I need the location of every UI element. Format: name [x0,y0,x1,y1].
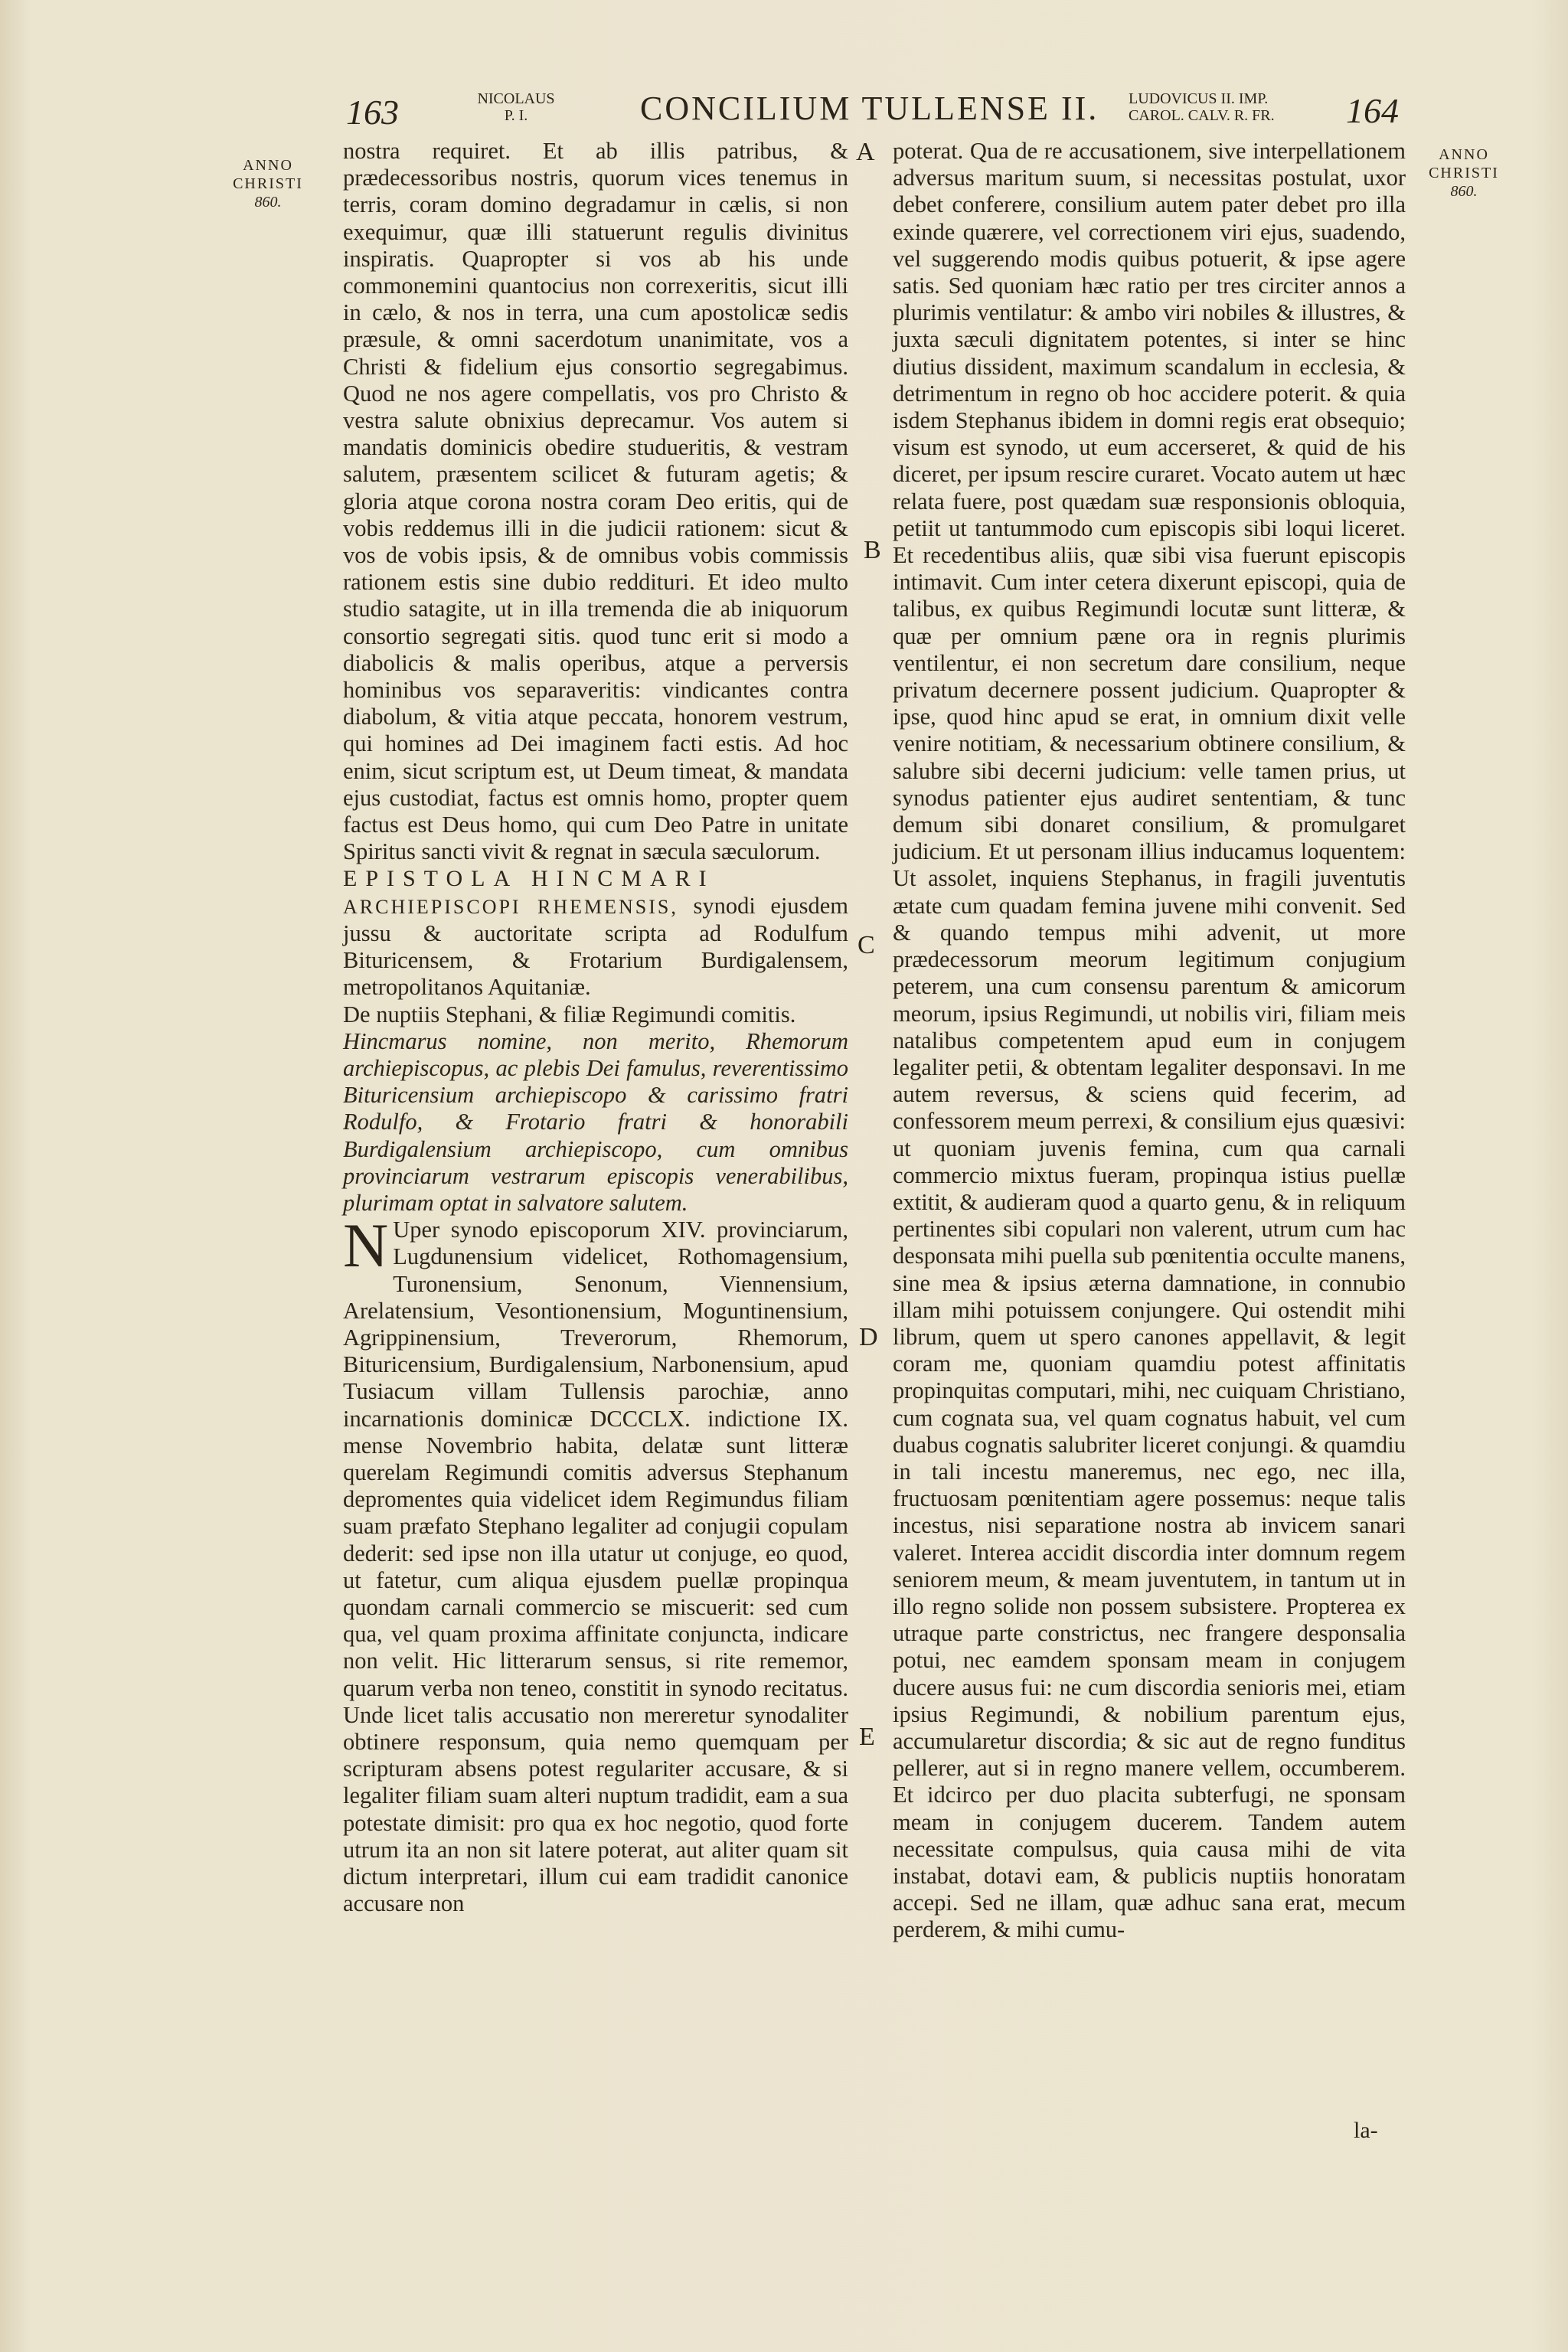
margin-year: 860. [1450,183,1478,200]
header-kings-label [1129,90,1275,124]
epistola-title: EPISTOLA HINCMARI [343,866,715,892]
header-kings-line1: LUDOVICUS II. IMP. [1129,90,1269,107]
margin-christi: CHRISTI [1429,165,1499,181]
margin-year-right [1426,145,1502,201]
page-number-left: 163 [346,93,399,132]
epistola-caps: ARCHIEPISCOPI RHEMENSIS, [343,895,678,918]
letter-body-text: Uper synodo episcoporum XIV. provinciarum, Lugdunensium videlicet, Rothomagensium, Turonensium, Senonum, Viennensium, Arelatensium, Vesontionensium, Moguntinensium, Agrippinensium, Treverorum, Rhemorum, Bituricensium, Burdigalensium, Narbonensium, apud Tusiacum villam Tullensis parochiæ, anno incarnationis dominicæ DCCCLX. indictione IX. mense Novembrio habita, delatæ sunt litteræ querelam Regimundi comitis adversus Stephanum depromentes quia videlicet idem Regimundus filiam suam præfato Stephano legaliter ad conjugii copulam dederit: sed ipse non illa utatur ut conjuge, eo quod, ut fatetur, cum aliqua ejusdem puellæ propinqua quondam carnali commercio se miscuerit: sed cum qua, vel quam proxima affinitate conjuncta, indicare non velit. Hic litterarum sensus, si rite rememor, quarum verba non teneo, constitit in synodo recitatus. Unde licet talis accusatio non mereretur synodaliter obtinere responsum, quia nemo quemquam per scripturam absens potest regulariter accusare, & si legaliter filiam suam alteri nuptum tradidit, eam a sua potestate dimisit: pro qua ex hoc negotio, quod forte utrum ita an non sit latere poterat, aut aliter quam sit dictum interpretari, illum cui eam tradidit canonice accusare non [343,1217,848,1917]
epistola-subtitle [343,893,848,1001]
section-heading: De nuptiis Stephani, & filiæ Regimundi comitis. [343,1001,796,1027]
drop-cap: N [343,1210,389,1281]
section-marker-b: B [864,536,881,564]
catchword: la- [1354,2118,1378,2143]
section-marker-e: E [859,1723,875,1751]
header-pope-line1: NICOLAUS [477,90,555,107]
left-paragraph-1: nostra requiret. Et ab illis patribus, & prædecessoribus nostris, quorum vices tenemus in terris, coram domino degradamur in cælis, si non exequimur, quæ illi statuerunt regulis divinitus inspiratis. Quapropter si vos ab his unde commonemini quantocius non correxeritis, sicut illi in cælo, & nos in terra, una cum apostolicæ sedis præsule, & omni sacerdotum unanimitate, vos a Christi & fidelium ejus consortio segregabimus. Quod ne nos agere compellatis, vos pro Christo & vestra salute obnixius deprecamur. Vos autem si mandatis dominicis obedire studueritis, & vestram salutem, præsentem scilicet & futuram agetis; & gloria atque corona nostra coram Deo eritis, qui de vobis reddemus illi in die judicii rationem: sicut & vos de vobis ipsis, & de omnibus vobis commissis rationem estis sine dubio reddituri. Et ideo multo studio satagite, ut in illa tremenda die ab iniquorum consortio segregati sitis. quod tunc erit si modo a diabolicis & malis operibus, atque a perversis hominibus vos separaveritis: vindicantes contra diabolum, & vitia atque peccata, honorem vestrum, qui homines ad Dei imaginem facti estis. Ad hoc enim, sicut scriptum est, ut Deum timeat, & mandata ejus custodiat, factus est omnis homo, propter quem factus est Deus homo, qui cum Deo Patre in unitate Spiritus sancti vivit & regnat in sæcula sæculorum. [343,138,848,865]
right-column [893,138,1406,1944]
margin-year: 860. [254,194,282,211]
header-kings-line2: CAROL. CALV. R. FR. [1129,107,1275,124]
left-column [343,138,848,1917]
section-marker-a: A [856,138,875,166]
header-pope-label [476,90,556,124]
section-marker-d: D [859,1323,878,1351]
header-pope-line2: P. I. [504,107,528,124]
running-title: CONCILIUM TULLENSE II. [640,90,1099,127]
running-header [0,86,1568,139]
epistola-rest: synodi ejusdem jussu & auctoritate scripta ad Rodulfum Bituricensem, & Frotarium Burdigalensem, metropolitanos Aquitaniæ. [343,892,848,1001]
salutation: Hincmarus nomine, non merito, Rhemorum archiepiscopus, ac plebis Dei famulus, reverentissimo Bituricensium archiepiscopo & carissimo fratri Rodulfo, & Frotario fratri & honorabili Burdigalensium archiepiscopo, cum omnibus provinciarum vestrarum episcopis venerabilibus, plurimam optat in salvatore salutem. [343,1027,848,1216]
page-number-right: 164 [1346,91,1399,130]
margin-christi: CHRISTI [233,175,303,192]
margin-anno: ANNO [1439,146,1489,163]
letter-body [343,1210,848,1917]
margin-anno: ANNO [243,157,293,174]
section-marker-c: C [858,931,875,959]
right-paragraph: poterat. Qua de re accusationem, sive interpellationem adversus maritum suum, si necessitas postulat, uxor debet conferere, consilium autem pater debet pro illa exinde quærere, vel correctionem viri ejus, suadendo, vel suggerendo modis quibus potuerit, & ipse agere satis. Sed quoniam hæc ratio per tres circiter annos a plurimis ventilatur: & ambo viri nobiles & illustres, & juxta sæculi dignitatem potentes, si inter se hinc diutius dissident, maximum scandalum in ecclesia, & detrimentum in regno ob hoc accidere poterit. & quia isdem Stephanus ibidem in domni regis erat obsequio; visum est synodo, ut eum accerseret, & quid de his diceret, per ipsum rescire curaret. Vocato autem ut hæc relata fuere, post quædam suæ responsionis obloquia, petiit ut tantummodo cum episcopis sibi loqui liceret. Et recedentibus aliis, quæ sibi visa fuerunt episcopis intimavit. Cum inter cetera dixerunt episcopi, quia de talibus, ex quibus Regimundi locutæ sunt litteræ, & quæ per omnium pæne ora in regnis plurimis ventilentur, ei non secretum dare consilium, neque privatum decernere possent judicium. Quapropter & ipse, quod hinc apud se erat, in omnium dixit velle venire notitiam, & necessarium obtinere consilium, & salubre sibi decerni judicium: velle tamen prius, ut synodus patienter ejus audiret sententiam, & tunc demum sibi donaret consilium, & promulgaret judicium. Et ut personam illius inducamus loquentem: Ut assolet, inquiens Stephanus, in fragili juventutis ætate cum quadam femina juvene mihi convenit. Sed & quando tempus mihi advenit, ut more prædecessorum meorum legitimum conjugium peterem, una cum consensu parentum & amicorum meorum, ipsius Regimundi, ut nobilis viri, filiam meis natalibus competentem apud eum in conjugem legaliter petii, & obtentam legaliter desponsavi. In me autem reversus, & sciens quid fecerim, ad confessorem meum perrexi, & consilium ejus quæsivi: ut quoniam juvenis femina, cum qua carnali commercio mixtus fueram, propinqua istius puellæ extitit, & audieram quod a quarto genu, & in reliquum pertinentes sibi copulari non valerent, utrum cum hac desponsata mihi puella sub pœnitentia occulte manens, sine mea & ipsius æterna damnatione, in connubio illam mihi potuissem conjungere. Qui ostendit mihi librum, quem ut spero canones appellavit, & legit coram me, quoniam quamdiu potest affinitatis propinquitas computari, mihi, nec cuiquam Christiano, cum cognata sua, vel quam cognatus habuit, vel cum duabus cognatis salubriter liceret conjungi. & quamdiu in tali incestu maneremus, nec ego, nec illa, fructuosam pœnitentiam agere possemus: neque talis incestus, nisi separatione nostra ab invicem sanari valeret. Interea accidit discordia inter domnum regem seniorem meum, & meam juventutem, in tantum ut in illo regno solide non possem subsistere. Propterea ex utraque parte constrictus, nec frangere desponsalia potui, nec eamdem sponsam meam in conjugem ducere ausus fui: ne cum discordia senioris mei, etiam ipsius Regimundi, & nobilium parentum ejus, accumularetur discordia; & sic aut de regno funditus pellerer, aut si in regno manere vellem, occumberem. Et idcirco per duo placita subterfugi, ne sponsam meam in conjugem ducerem. Tandem autem necessitate compulsus, quia causa mihi de vita instabat, dotavi eam, & publicis nuptiis honoratam accepi. Sed ne illam, quæ adhuc sana erat, mecum perderem, & mihi cumu- [893,138,1406,1943]
margin-year-left [230,156,306,211]
